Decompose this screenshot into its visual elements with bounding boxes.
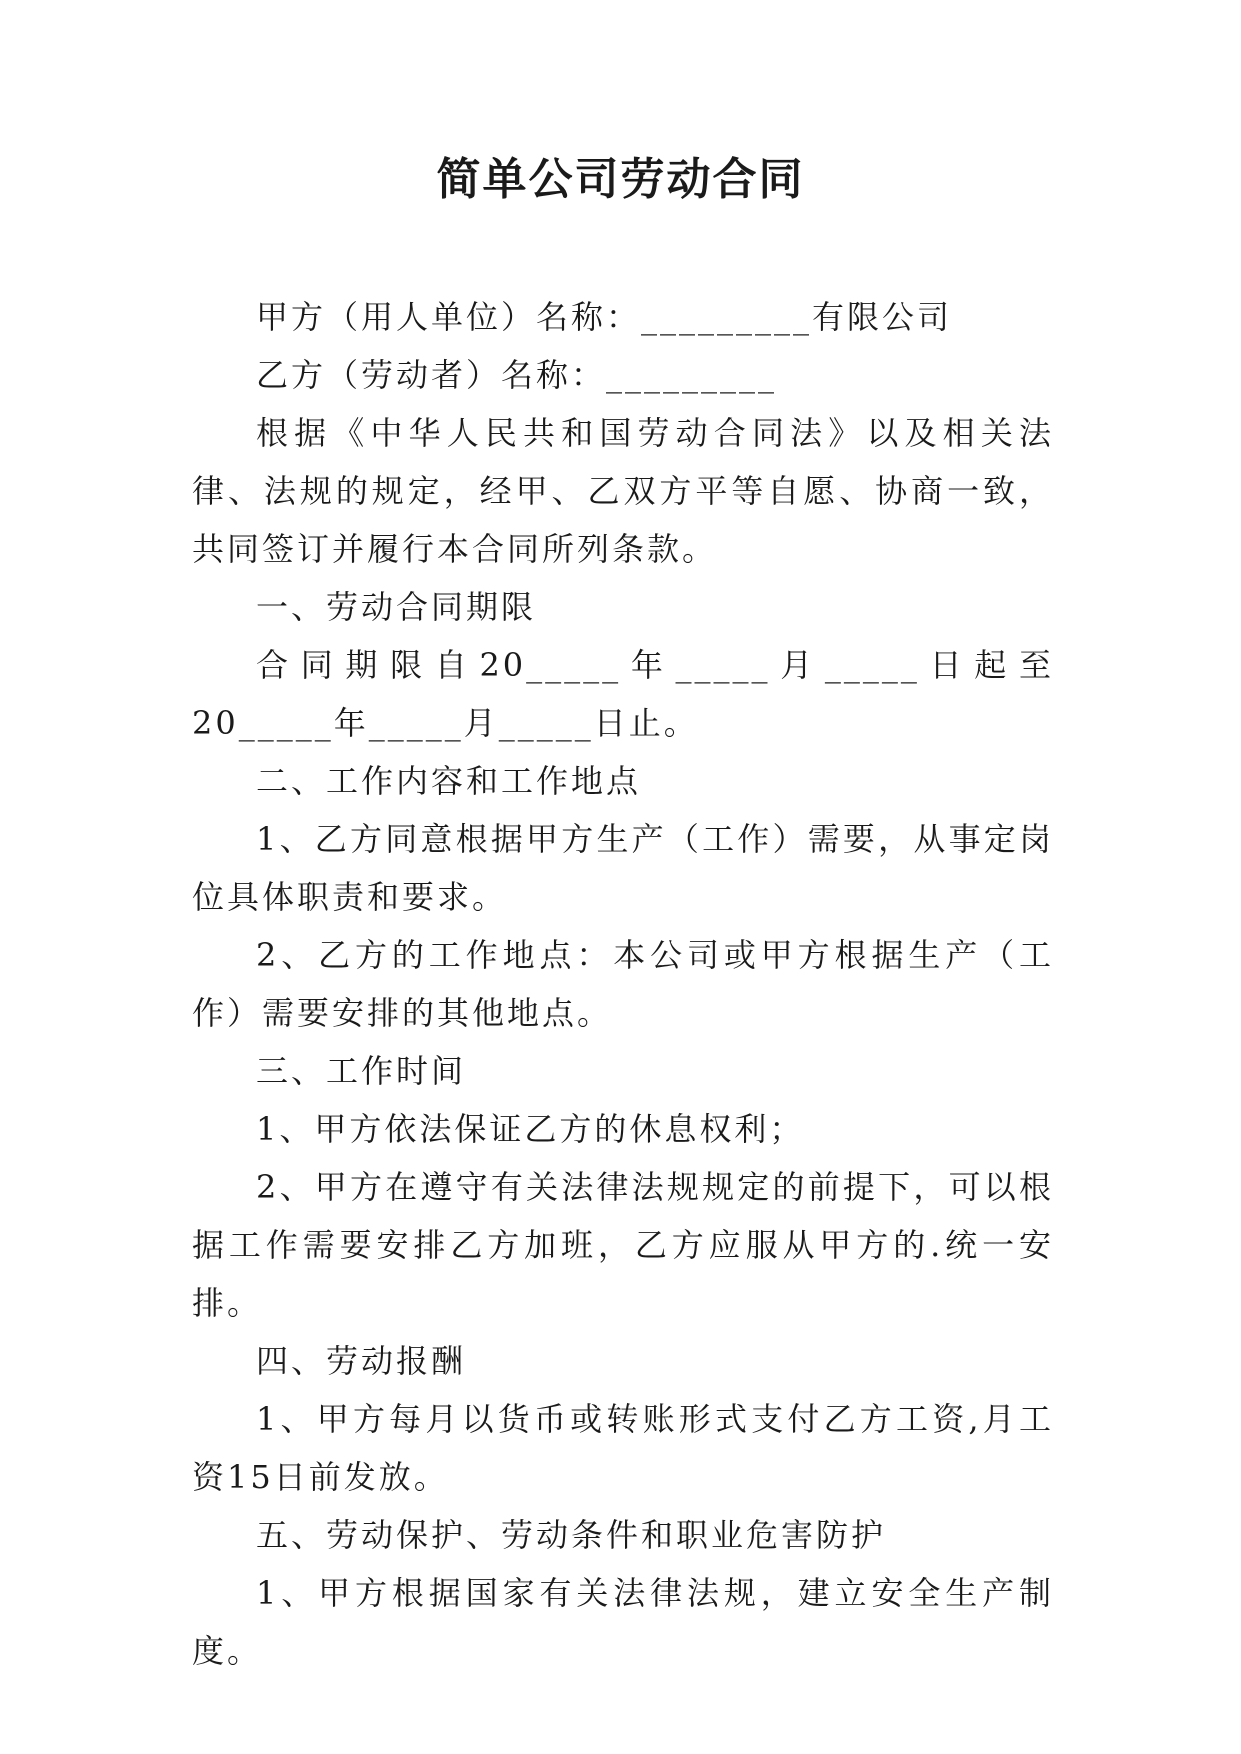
clause-paragraph: 1、甲方根据国家有关法律法规，建立安全生产制度。 bbox=[192, 1574, 1054, 1670]
section-heading: 三、工作时间 bbox=[256, 1052, 467, 1090]
clause-paragraph: 1、甲方每月以货币或转账形式支付乙方工资,月工资15日前发放。 bbox=[192, 1400, 1054, 1496]
clause-paragraph: 1、甲方依法保证乙方的休息权利； bbox=[256, 1110, 805, 1148]
clause-paragraph: 1、乙方同意根据甲方生产（工作）需要，从事定岗位具体职责和要求。 bbox=[192, 820, 1054, 916]
section-heading: 五、劳动保护、劳动条件和职业危害防护 bbox=[256, 1516, 887, 1554]
contract-term-paragraph: 合同期限自20_____年_____月_____日起至20_____年_____月_____日止。 bbox=[192, 646, 1054, 742]
party-b-name-line: 乙方（劳动者）名称：_________ bbox=[256, 356, 778, 394]
section-heading: 二、工作内容和工作地点 bbox=[256, 762, 642, 800]
document-title: 简单公司劳动合同 bbox=[436, 154, 805, 205]
preamble-paragraph: 根据《中华人民共和国劳动合同法》以及相关法律、法规的规定，经甲、乙双方平等自愿、协商一致，共同签订并履行本合同所列条款。 bbox=[192, 414, 1054, 568]
section-heading: 四、劳动报酬 bbox=[256, 1342, 467, 1380]
document-body bbox=[192, 288, 1054, 1680]
party-a-name-line: 甲方（用人单位）名称：_________有限公司 bbox=[256, 298, 953, 336]
section-heading: 一、劳动合同期限 bbox=[256, 588, 537, 626]
clause-paragraph: 2、乙方的工作地点：本公司或甲方根据生产（工作）需要安排的其他地点。 bbox=[192, 936, 1054, 1032]
clause-paragraph: 2、甲方在遵守有关法律法规规定的前提下，可以根据工作需要安排乙方加班，乙方应服从甲方的.统一安排。 bbox=[192, 1168, 1054, 1322]
